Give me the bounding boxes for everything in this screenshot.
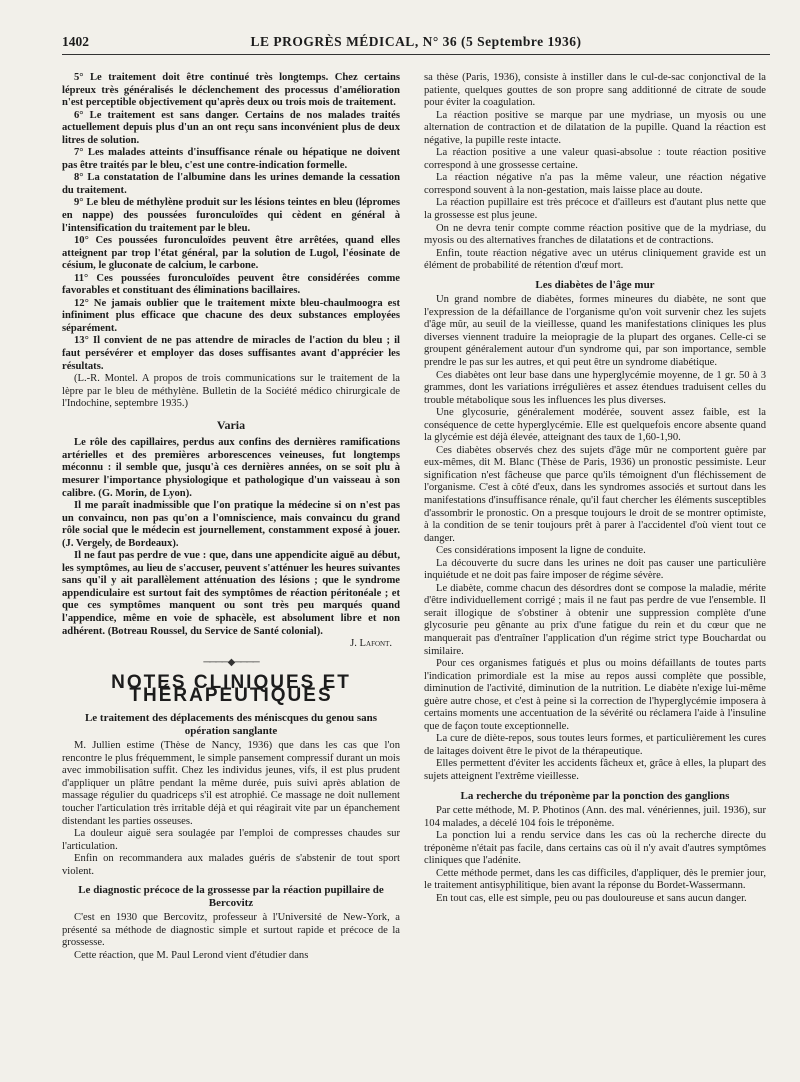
article-paragraph: Une glycosurie, généralement modérée, souvent assez faible, est la conséquence de cette hyperglycémie. Elle est quelquefois encore absente quand la glycémie est déjà élevée, atteignant des taux de 1,60-1,90. — [424, 407, 766, 444]
running-header — [62, 34, 770, 55]
article-title-menisques: Le traitement des déplacements des méniscques du genou sans opération sanglante — [84, 712, 378, 737]
article-paragraph: Enfin on recommandera aux malades guéris de s'abstenir de tout sport violent. — [62, 853, 400, 877]
page-number: 1402 — [62, 34, 89, 49]
article-paragraph: La réaction pupillaire est très précoce et d'ailleurs est d'autant plus nette que la grossesse est plus jeune. — [424, 197, 766, 222]
conclusion-5: 5° Le traitement doit être continué très longtemps. Chez certains lépreux très généralisés le déclenchement des processus d'amélioration n'est perceptible objectivement qu'après deux ou trois mois de traitement. — [62, 72, 400, 109]
notes-section-title: NOTES CLINIQUES ET THÉRAPEUTIQUES — [111, 672, 351, 706]
varia-heading: Varia — [216, 417, 246, 432]
article-paragraph: La réaction positive se marque par une mydriase, un myosis ou une alternation de contraction et de dilatation de la pupille. Quand la réaction est négative, la pupille reste intacte. — [424, 109, 766, 146]
article-title-treponeme: La recherche du tréponème par la ponction des ganglions — [460, 789, 730, 802]
conclusion-11: 11° Ces poussées furonculoïdes peuvent être considérées comme favorables et constituant des éliminations bacillaires. — [62, 272, 400, 297]
article-paragraph: La douleur aiguë sera soulagée par l'emploi de compresses chaudes sur l'articulation. — [62, 828, 400, 852]
conclusion-8: 8° La constatation de l'albumine dans les urines demande la cessation du traitement. — [62, 172, 400, 196]
conclusion-9: 9° Le bleu de méthylène produit sur les lésions teintes en bleu (lépromes en nappe) des poussées furonculoïdes qui cèdent en général à l'intensification du traitement par le bleu. — [62, 197, 400, 234]
article-paragraph: Pour ces organismes fatigués et plus ou moins défaillants de toutes parts l'indication primordiale est la mise au repos aussi complète que possible, diminution de l'activité, diminution de la nutrition. Le diabète n'exige lui-même guère autre chose, et c'est à peine si la correction de l'hyperglycémie imposera à certains moments une accentuation de la sévérité ou réclamera l'aide à l'insuline que de façon toute exceptionnelle. — [424, 658, 766, 732]
article-paragraph: En tout cas, elle est simple, peu ou pas douloureuse et sans aucun danger. — [436, 892, 747, 904]
varia-paragraph: Le rôle des capillaires, perdus aux confins des dernières ramifications artérielles et des premières arborescences veineuses, fut longtemps méconnu : il semble que, jusqu'à ces dernières années, on se soit plu à mesurer l'importance physiologique et pathologique d'un vaisseau à son calibre. (G. Morin, de Lyon). — [62, 437, 400, 499]
left-column — [62, 72, 400, 962]
conclusion-12: 12° Ne jamais oublier que le traitement mixte bleu-chaulmoogra est infiniment plus efficace que chacune des deux substances employées séparément. — [62, 297, 400, 334]
article-paragraph: La réaction positive a une valeur quasi-absolue : toute réaction positive correspond à une grossesse certaine. — [424, 147, 766, 171]
article-title-bercovitz: Le diagnostic précoce de la grossesse par la réaction pupillaire de Bercovitz — [78, 884, 384, 909]
journal-title: LE PROGRÈS MÉDICAL, N° 36 (5 Septembre 1936) — [250, 34, 582, 49]
conclusion-7: 7° Les malades atteints d'insuffisance rénale ou hépatique ne doivent pas être traités par le bleu, c'est une contre-indication formelle. — [62, 147, 400, 171]
article-paragraph: M. Jullien estime (Thèse de Nancy, 1936) que dans les cas que l'on rencontre le plus fréquemment, le simple pansement compressif durant un mois avec immobilisation suffit. Chez les individus jeunes, vifs, il est plus prudent d'appliquer un plâtre pendant la même durée, puis suivi après ablation de massage régulier du quadriceps s'il est atrophié. Ce massage ne doit nullement toucher l'articulation très irritable déjà et qui réagirait vite par un épanchement distendant les parties osseuses. — [62, 740, 400, 827]
article-paragraph: Cette réaction, que M. Paul Lerond vient d'étudier dans — [74, 949, 309, 961]
article-paragraph: La découverte du sucre dans les urines ne doit pas causer une particulière inquiétude et ne doit pas faire imposer de régime sévère. — [424, 557, 766, 582]
ornament-divider: ────◆──── — [203, 656, 259, 668]
right-column — [424, 72, 766, 905]
article-paragraph: Ces diabètes ont leur base dans une hyperglycémie moyenne, de 1 gr. 50 à 3 grammes, dont les variations irrégulières et assez étendues traduisent celles du trouble métabolique sous les influences les plus diverses. — [424, 369, 766, 406]
conclusion-10: 10° Ces poussées furonculoïdes peuvent être arrêtées, quand elles atteignent par trop l'état général, par la solution de Lugol, l'éosinate de césium, le gluconate de calcium, le carbone. — [62, 235, 400, 272]
article-title-diabetes: Les diabètes de l'âge mur — [535, 278, 655, 291]
varia-paragraph: Il me paraît inadmissible que l'on pratique la médecine si on n'est pas un convaincu, non pas qu'on a l'omniscience, mais convaincu du grand rôle social que le médecin est journellement, constamment exposé à jouer. (J. Vergely, de Bordeaux). — [62, 500, 400, 549]
article-paragraph: Enfin, toute réaction négative avec un utérus cliniquement gravide est un élément de probabilité de rétention d'œuf mort. — [424, 247, 766, 272]
conclusion-13: 13° Il convient de ne pas attendre de miracles de l'action du bleu ; il faut persévérer et employer das doses suffisantes avant d'apprécier les résultats. — [62, 335, 400, 372]
article-paragraph: Un grand nombre de diabètes, formes mineures du diabète, ne sont que l'expression de la défaillance de l'organisme qu'on voit survenir chez les sujets d'âge mûr, au seuil de la vieillesse, quand les manifestations cliniques les plus diverses viennent traduire la meiopragie de la plupart des organes. Celle-ci se groupent généralement autour d'un syndrome qui, par son importance, semble prendre le pas sur les autres, et qui peut être un syndrome diabétique. — [424, 294, 766, 368]
article-paragraph: Elles permettent d'éviter les accidents fâcheux et, grâce à elles, la plupart des sujets atteignent l'extrême vieillesse. — [424, 758, 766, 783]
article-paragraph: La ponction lui a rendu service dans les cas où la recherche directe du tréponème n'était pas facile, dans certains cas où il n'y avait d'autres symptômes cliniques que l'adénite. — [424, 830, 766, 867]
article-paragraph: sa thèse (Paris, 1936), consiste à instiller dans le cul-de-sac conjonctival de la patiente, quelques gouttes de son propre sang additionné de citrate de soude pour éviter la coagulation. — [424, 72, 766, 109]
article-paragraph: Par cette méthode, M. P. Photinos (Ann. des mal. vénériennes, juil. 1936), sur 104 malades, a décelé 104 fois le tréponème. — [424, 805, 766, 829]
article-paragraph: On ne devra tenir compte comme réaction positive que de la mydriase, du myosis ou des alternatives franches de dilatations et de contractions. — [424, 222, 766, 247]
article-paragraph: C'est en 1930 que Bercovitz, professeur à l'Université de New-York, a présenté sa méthode de diagnostic simple et surtout rapide et précoce de la grossesse. — [62, 912, 400, 949]
article-paragraph: Ces considérations imposent la ligne de conduite. — [436, 545, 646, 557]
conclusions-list — [62, 72, 400, 373]
article-paragraph: Le diabète, comme chacun des désordres dont se compose la maladie, mérite d'être individuellement corrigé ; mais il ne faut pas perdre de vue l'ensemble. Il serait illogique de s'obstiner à obtenir une suppression complète d'une glycosurie peu gênante au prix d'une fatigue du rein et du cœur que ne manquerait pas d'entraîner l'application d'un régime strict type Bouchardat ou similaire. — [424, 582, 766, 657]
article-paragraph: Cette méthode permet, dans les cas difficiles, d'appliquer, dès le premier jour, le traitement antisyphilitique, bien avant la réponse du Bordet-Wassermann. — [424, 867, 766, 892]
varia-paragraph: Il ne faut pas perdre de vue : que, dans une appendicite aiguë au début, les symptômes, au lieu de s'accuser, peuvent s'atténuer les heures suivantes sans qu'il y ait parallèlement atténuation des lésions ; que le syndrome appendiculaire est surtout fait des symptômes de réaction péritonéale ; et que ces symptômes manquent ou sont très peu marqués quand l'appendice, même en voie de sphacèle, est absolument libre et non adhérent. (Botreau Roussel, du Service de Santé colonial). — [62, 550, 400, 637]
signature: J. Lafont. — [350, 638, 392, 650]
montel-reference: (L.-R. Montel. A propos de trois communications sur le traitement de la lèpre par le bleu de méthylène. Bulletin de la Société médico chirurgicale de l'Indochine, septembre 1935.) — [62, 373, 400, 410]
article-paragraph: La réaction négative n'a pas la même valeur, une réaction négative correspond souvent à la non-gestation, mais laisse place au doute. — [424, 172, 766, 196]
article-paragraph: La cure de diète-repos, sous toutes leurs formes, et particulièrement les cures de laitages doivent être le pivot de la thérapeutique. — [424, 733, 766, 757]
conclusion-6: 6° Le traitement est sans danger. Certains de nos malades traités actuellement depuis plus d'un an ont reçu sans inconvénient plus de deux litres de solution. — [62, 109, 400, 146]
article-paragraph: Ces diabètes observés chez des sujets d'âge mûr ne comportent guère par eux-mêmes, dit M. Blanc (Thèse de Paris, 1936) un pronostic pessimiste. Leur signification n'est fâcheuse que parce qu'ils témoignent d'un fléchissement de l'organisme. C'est à côté d'eux, dans les syndromes associés et surtout dans les manifestations d'insuffisance rénale, qu'il faut chercher les éléments susceptibles d'assombrir le pronostic. On a presque toujours le droit de se montrer optimiste, à la condition de se tenir toujours prêt à parer à l'accidentel d'où vient tout ce danger. — [424, 444, 766, 544]
